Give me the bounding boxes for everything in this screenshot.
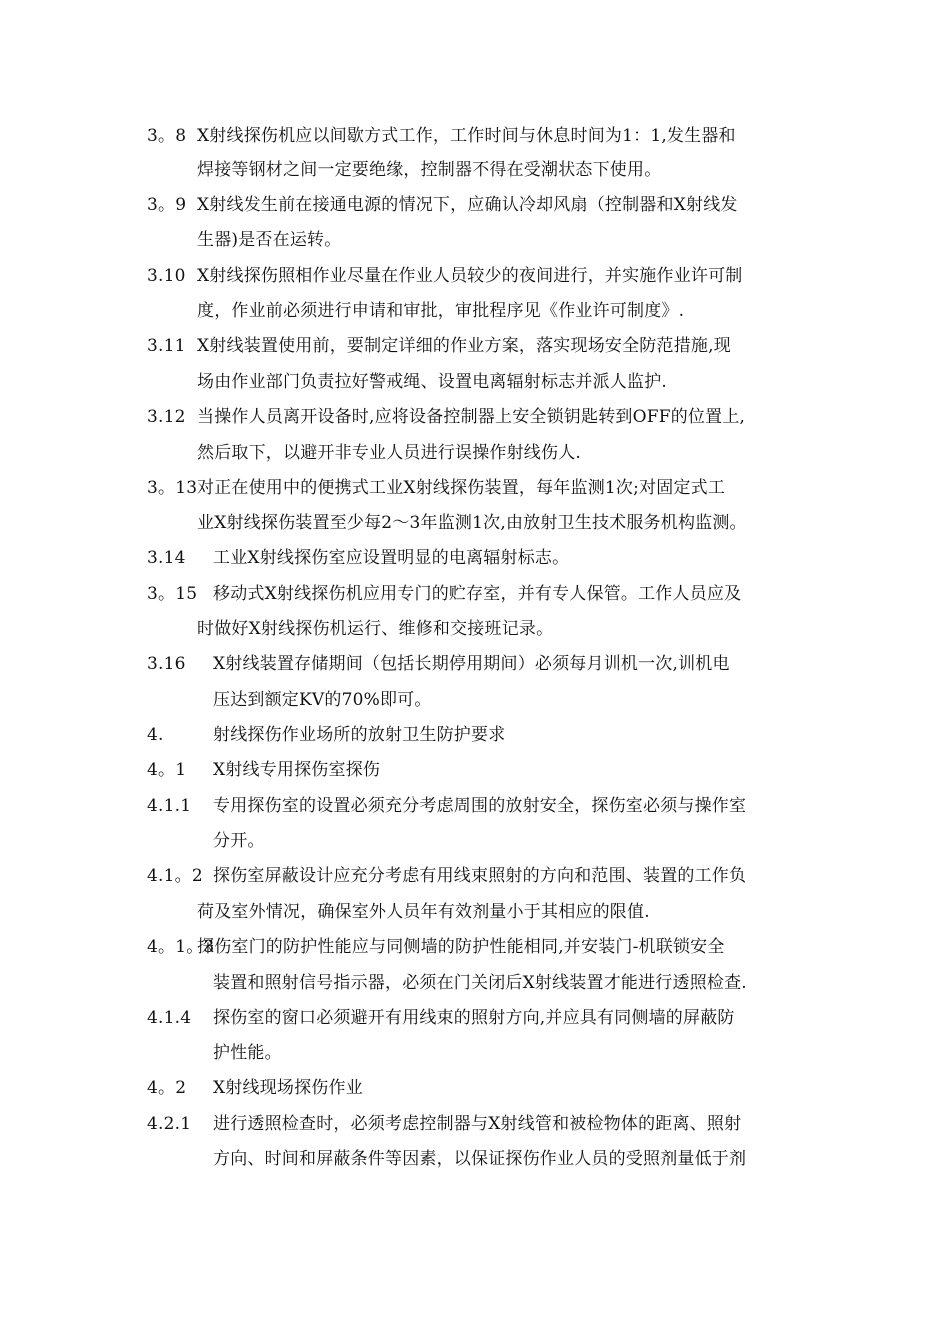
paragraph-text-line: 进行透照检查时，必须考虑控制器与X射线管和被检物体的距离、照射 (213, 1114, 742, 1134)
paragraph-text-line: 时做好X射线探伤机运行、维修和交接班记录。 (197, 619, 554, 639)
paragraph-number: 3.14 (147, 548, 186, 568)
paragraph-number: 3。9 (147, 195, 187, 215)
paragraph-number: 3.10 (147, 266, 186, 286)
paragraph-number: 3。15 (147, 584, 198, 604)
paragraph-number: 3.11 (147, 336, 186, 356)
paragraph-text-line: 度，作业前必须进行申请和审批，审批程序见《作业许可制度》. (197, 301, 685, 321)
paragraph-text-line: 分开。 (213, 831, 265, 851)
section-number: 4。2 (147, 1078, 187, 1098)
paragraph-text-line: 业X射线探伤装置至少每2～3年监测1次,由放射卫生技术服务机构监测。 (197, 513, 747, 533)
paragraph-text-line: 焊接等钢材之间一定要绝缘，控制器不得在受潮状态下使用。 (197, 160, 662, 180)
paragraph-number: 3.16 (147, 654, 186, 674)
paragraph-text-line: 当操作人员离开设备时,应将设备控制器上安全锁钥匙转到OFF的位置上, (197, 407, 746, 427)
paragraph-text-line: X射线探伤机应以间歇方式工作，工作时间与休息时间为1：1,发生器和 (197, 126, 736, 146)
section-title: 射线探伤作业场所的放射卫生防护要求 (213, 725, 506, 745)
paragraph-text-line: 装置和照射信号指示器，必须在门关闭后X射线装置才能进行透照检查. (213, 973, 747, 993)
section-title: X射线专用探伤室探伤 (213, 760, 381, 780)
paragraph-text-line: 场由作业部门负责拉好警戒绳、设置电离辐射标志并派人监护. (197, 372, 668, 392)
section-title: X射线现场探伤作业 (213, 1078, 363, 1098)
paragraph-text-line: X射线发生前在接通电源的情况下，应确认冷却风扇（控制器和X射线发 (197, 195, 738, 215)
paragraph-text-line: X射线装置使用前，要制定详细的作业方案，落实现场安全防范措施,现 (197, 336, 731, 356)
paragraph-number: 4.2.1 (147, 1114, 192, 1134)
paragraph-text-line: 对正在使用中的便携式工业X射线探伤装置，每年监测1次;对固定式工 (197, 478, 726, 498)
paragraph-number: 4.1。2 (147, 866, 203, 886)
paragraph-text-line: 探伤室门的防护性能应与同侧墙的防护性能相同,并安装门-机联锁安全 (197, 937, 725, 957)
paragraph-text-line: 护性能。 (213, 1043, 282, 1063)
section-number: 4。1 (147, 760, 187, 780)
paragraph-text-line: X射线装置存储期间（包括长期停用期间）必须每月训机一次,训机电 (213, 654, 730, 674)
paragraph-text-line: 荷及室外情况，确保室外人员年有效剂量小于其相应的限值. (197, 902, 650, 922)
paragraph-number: 4.1.4 (147, 1008, 192, 1028)
paragraph-text-line: 方向、时间和屏蔽条件等因素，以保证探伤作业人员的受照剂量低于剂 (213, 1149, 747, 1169)
paragraph-text-line: 探伤室的窗口必须避开有用线束的照射方向,并应具有同侧墙的屏蔽防 (213, 1008, 735, 1028)
paragraph-number: 3.12 (147, 407, 186, 427)
paragraph-text-line: 生器)是否在运转。 (197, 230, 342, 250)
section-number: 4. (147, 725, 164, 745)
paragraph-number: 3。13 (147, 478, 198, 498)
paragraph-number: 4。1。3 (147, 937, 215, 957)
paragraph-text-line: 专用探伤室的设置必须充分考虑周围的放射安全，探伤室必须与操作室 (213, 796, 747, 816)
paragraph-text-line: X射线探伤照相作业尽量在作业人员较少的夜间进行，并实施作业许可制 (197, 266, 743, 286)
paragraph-text-line: 然后取下，以避开非专业人员进行误操作射线伤人. (197, 443, 582, 463)
paragraph-number: 4.1.1 (147, 796, 192, 816)
paragraph-text-line: 探伤室屏蔽设计应充分考虑有用线束照射的方向和范围、装置的工作负 (213, 866, 747, 886)
paragraph-number: 3。8 (147, 126, 187, 146)
paragraph-text-line: 工业X射线探伤室应设置明显的电离辐射标志。 (213, 548, 570, 568)
paragraph-text-line: 移动式X射线探伤机应用专门的贮存室，并有专人保管。工作人员应及 (213, 584, 742, 604)
paragraph-text-line: 压达到额定KV的70%即可。 (213, 690, 432, 710)
